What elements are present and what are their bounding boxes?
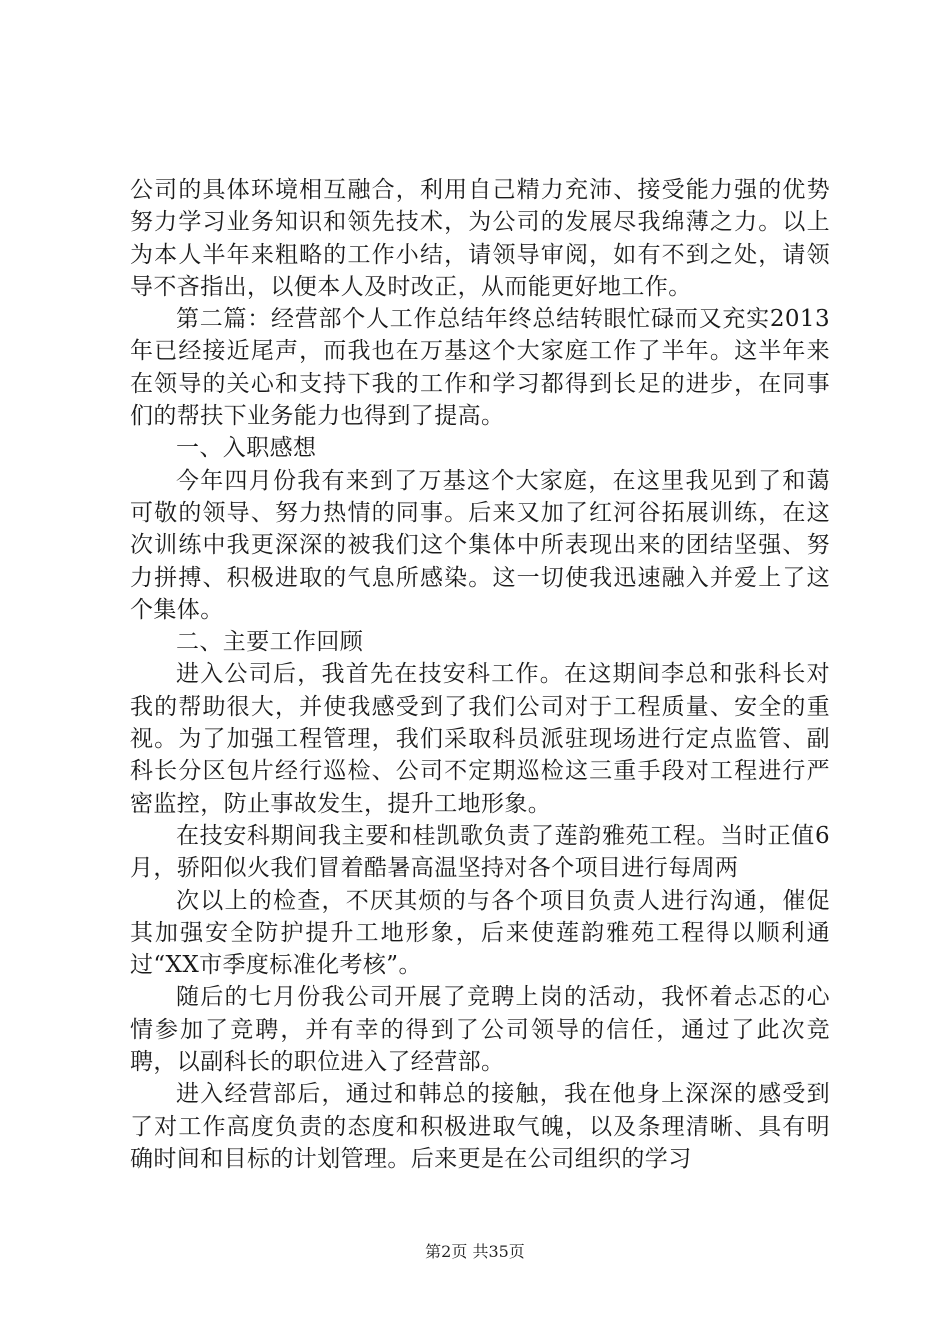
paragraph: 一、入职感想 bbox=[176, 435, 317, 462]
paragraph: 进入经营部后，通过和韩总的接触，我在他身上深深的感受到了对工作高度负责的态度和积极进取气魄，以及条理清晰、具有明确时间和目标的计划管理。后来更是在公司组织的学习 bbox=[130, 1081, 830, 1172]
paragraph: 在技安科期间我主要和桂凯歌负责了莲韵雅苑工程。当时正值6月，骄阳似火我们冒着酷暑高温坚持对各个项目进行每周两 bbox=[130, 822, 830, 882]
paragraph: 第二篇：经营部个人工作总结年终总结转眼忙碌而又充实2013年已经接近尾声，而我也在万基这个大家庭工作了半年。这半年来在领导的关心和支持下我的工作和学习都得到长足的进步，在同事们的帮扶下业务能力也得到了提高。 bbox=[130, 306, 830, 430]
paragraph: 次以上的检查，不厌其烦的与各个项目负责人进行沟通，催促其加强安全防护提升工地形象，后来使莲韵雅苑工程得以顺利通过“XX市季度标准化考核”。 bbox=[130, 887, 830, 979]
page-footer: 第2页 共35页 bbox=[425, 1242, 525, 1261]
paragraph: 进入公司后，我首先在技安科工作。在这期间李总和张科长对我的帮助很大，并使我感受到了我们公司对于工程质量、安全的重视。为了加强工程管理，我们采取科员派驻现场进行定点监管、副科长分区包片经行巡检、公司不定期巡检这三重手段对工程进行严密监控，防止事故发生，提升工地形象。 bbox=[130, 661, 830, 817]
paragraph: 公司的具体环境相互融合，利用自己精力充沛、接受能力强的优势努力学习业务知识和领先技术，为公司的发展尽我绵薄之力。以上为本人半年来粗略的工作小结，请领导审阅，如有不到之处，请领导不吝指出，以便本人及时改正，从而能更好地工作。 bbox=[130, 177, 830, 300]
paragraph: 随后的七月份我公司开展了竞聘上岗的活动，我怀着忐忑的心情参加了竞聘，并有幸的得到了公司领导的信任，通过了此次竞聘，以副科长的职位进入了经营部。 bbox=[130, 984, 830, 1076]
paragraph: 二、主要工作回顾 bbox=[176, 629, 364, 656]
document-body bbox=[130, 174, 830, 1175]
paragraph: 今年四月份我有来到了万基这个大家庭，在这里我见到了和蔼可敬的领导、努力热情的同事。后来又加了红河谷拓展训练，在这次训练中我更深深的被我们这个集体中所表现出来的团结坚强、努力拼搏、积极进取的气息所感染。这一切使我迅速融入并爱上了这个集体。 bbox=[130, 467, 830, 623]
